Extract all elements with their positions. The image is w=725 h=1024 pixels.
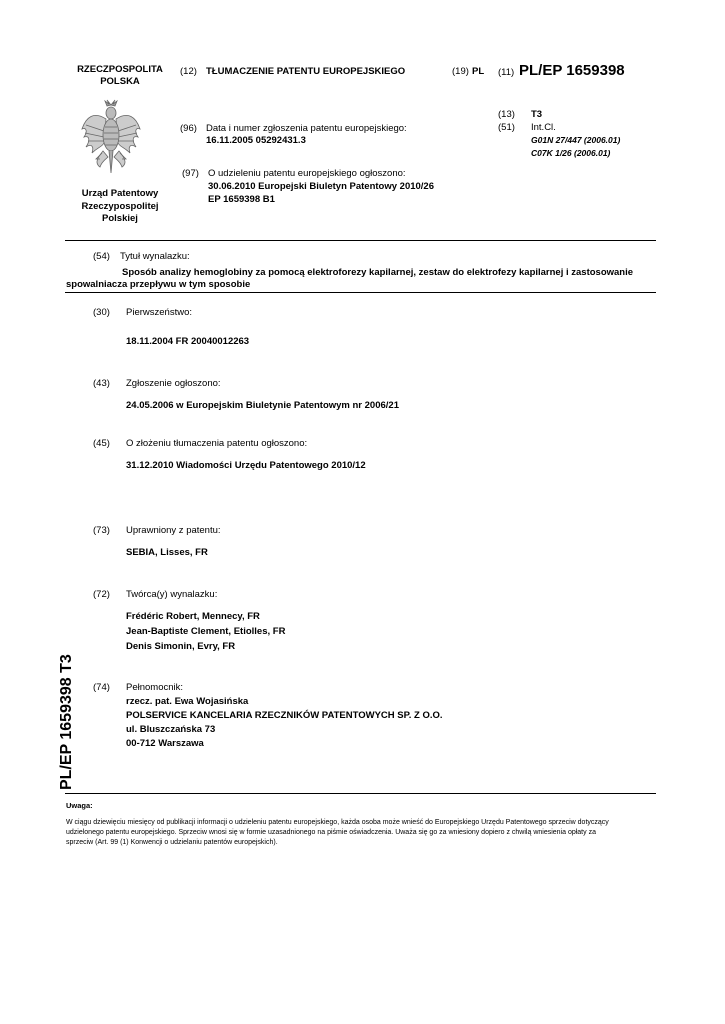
note-line-1: W ciągu dziewięciu miesięcy od publikacji informacji o udzieleniu patentu europejskiego, każda osoba może wnieść do Europejskiego Urzędu Patentowego sprzeciw dotyczący	[66, 819, 609, 826]
office-line1: Urząd Patentowy	[81, 188, 159, 199]
inventor-3: Denis Simonin, Evry, FR	[126, 641, 236, 652]
country-line2: POLSKA	[100, 76, 140, 87]
title-line-1: Sposób analizy hemoglobiny za pomocą elektroforezy kapilarnej, zestaw do elektrofezy kapilarnej i zastosowanie	[122, 267, 634, 278]
kind-code: T3	[531, 109, 543, 120]
proprietor-label: Uprawniony z patentu:	[126, 525, 221, 536]
field-72-code: (72)	[93, 589, 110, 600]
title-label: Tytuł wynalazku:	[120, 251, 190, 262]
field-74-code: (74)	[93, 682, 110, 693]
translation-value: 31.12.2010 Wiadomości Urzędu Patentowego 2010/12	[126, 460, 366, 471]
attorney-line-1: rzecz. pat. Ewa Wojasińska	[126, 696, 249, 707]
field-51-code: (51)	[498, 122, 515, 133]
application-value: 16.11.2005 05292431.3	[206, 135, 306, 146]
translation-label: O złożeniu tłumaczenia patentu ogłoszono:	[126, 438, 308, 449]
field-30-code: (30)	[93, 307, 110, 318]
country-line1: RZECZPOSPOLITA	[77, 64, 163, 75]
attorney-line-4: 00-712 Warszawa	[126, 738, 204, 749]
publication-value: 24.05.2006 w Europejskim Biuletynie Patentowym nr 2006/21	[126, 400, 399, 411]
patent-number: PL/EP 1659398	[519, 62, 625, 79]
patent-office-name	[62, 188, 178, 226]
office-line3: Polskiej	[102, 213, 138, 224]
field-19-code: (19)	[452, 66, 469, 77]
document-type: TŁUMACZENIE PATENTU EUROPEJSKIEGO	[206, 66, 406, 77]
ipc-class-1: G01N 27/447 (2006.01)	[531, 135, 621, 145]
field-11-code: (11)	[498, 67, 515, 78]
publication-label: Zgłoszenie ogłoszono:	[126, 378, 221, 389]
divider-title	[65, 292, 656, 293]
title-line-2: spowalniacza przepływu w tym sposobie	[66, 279, 251, 290]
country-name	[62, 64, 178, 88]
field-73-code: (73)	[93, 525, 110, 536]
field-43-code: (43)	[93, 378, 110, 389]
application-label: Data i numer zgłoszenia patentu europejskiego:	[206, 123, 407, 134]
priority-label: Pierwszeństwo:	[126, 307, 192, 318]
note-title: Uwaga:	[66, 801, 93, 810]
country-code: PL	[472, 66, 485, 77]
grant-value-2: EP 1659398 B1	[208, 194, 275, 205]
note-line-2: udzielonego patentu europejskiego. Sprzeciw wnosi się w formie uzasadnionego na piśmie oświadczenia. Uważa się go za wniesiony dopiero z chwilą wniesienia opłaty za	[66, 829, 596, 836]
inventors-label: Twórca(y) wynalazku:	[126, 589, 218, 600]
field-54-code: (54)	[93, 251, 110, 262]
note-line-3: sprzeciw (Art. 99 (1) Konwencji o udzielaniu patentów europejskich).	[66, 839, 278, 846]
office-line2: Rzeczypospolitej	[81, 200, 159, 212]
attorney-line-3: ul. Bluszczańska 73	[126, 724, 216, 735]
grant-label: O udzieleniu patentu europejskiego ogłoszono:	[208, 168, 406, 179]
inventor-1: Frédéric Robert, Mennecy, FR	[126, 611, 260, 622]
field-12-code: (12)	[180, 66, 197, 77]
field-97-code: (97)	[182, 168, 199, 179]
divider-bottom	[65, 793, 656, 794]
field-45-code: (45)	[93, 438, 110, 449]
int-cl-label: Int.Cl.	[531, 122, 556, 133]
side-patent-label: PL/EP 1659398 T3	[58, 654, 75, 790]
priority-value: 18.11.2004 FR 20040012263	[126, 336, 250, 347]
inventor-2: Jean-Baptiste Clement, Etiolles, FR	[126, 626, 286, 637]
attorney-label: Pełnomocnik:	[126, 682, 184, 693]
divider-top	[65, 240, 656, 241]
field-13-code: (13)	[498, 109, 515, 120]
ipc-class-2: C07K 1/26 (2006.01)	[531, 148, 611, 158]
attorney-line-2: POLSERVICE KANCELARIA RZECZNIKÓW PATENTOWYCH SP. Z O.O.	[126, 710, 443, 721]
eagle-emblem-icon	[80, 97, 142, 177]
field-96-code: (96)	[180, 123, 197, 134]
grant-value-1: 30.06.2010 Europejski Biuletyn Patentowy 2010/26	[208, 181, 435, 192]
proprietor-value: SEBIA, Lisses, FR	[126, 547, 208, 558]
note-text	[66, 818, 658, 848]
